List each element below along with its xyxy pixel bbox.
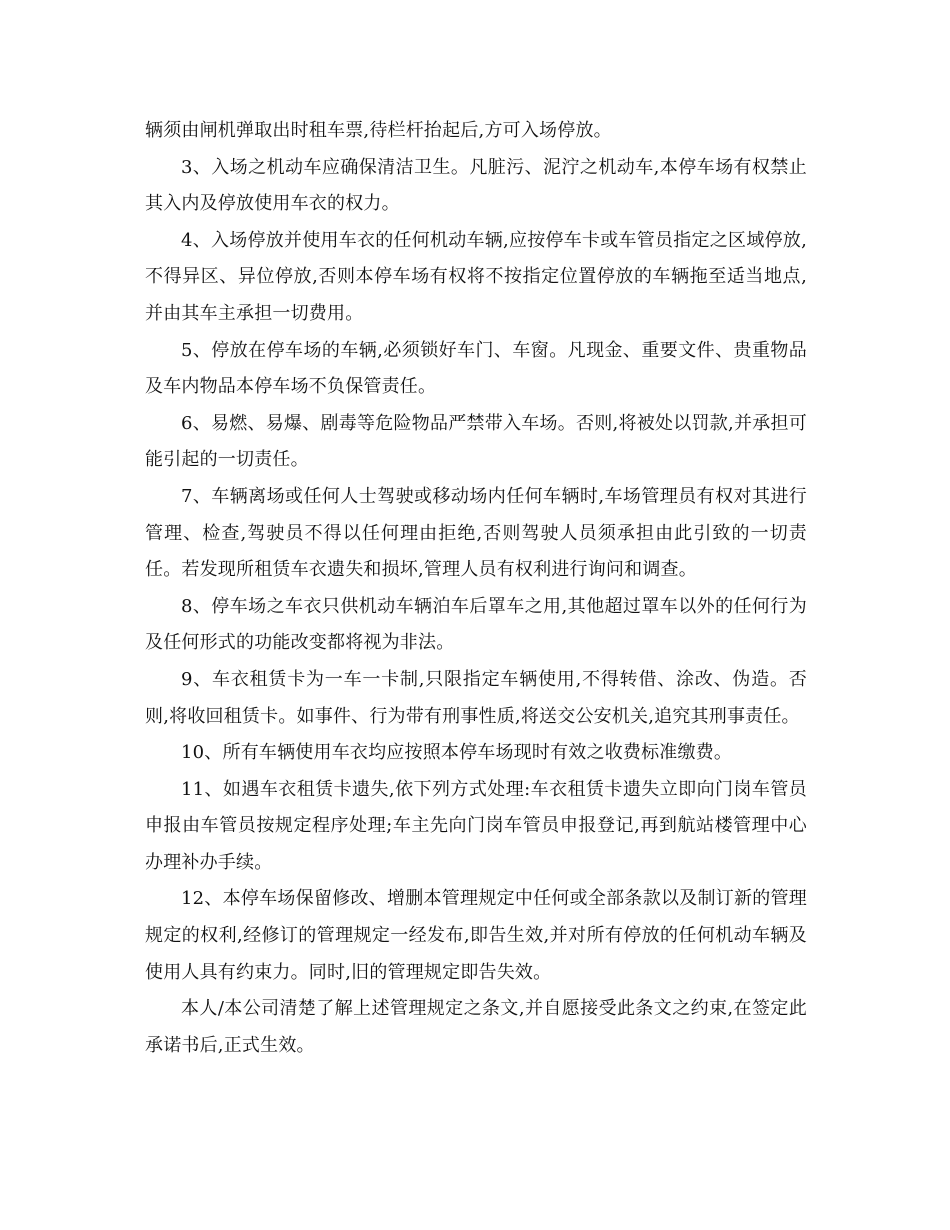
document-body — [145, 113, 807, 1064]
paragraph-clause-3: 3、入场之机动车应确保清洁卫生。凡脏污、泥泞之机动车,本停车场有权禁止其入内及停放使用车衣的权力。 — [145, 156, 807, 215]
paragraph-clause-6: 6、易燃、易爆、剧毒等危险物品严禁带入车场。否则,将被处以罚款,并承担可能引起的一切责任。 — [145, 412, 807, 471]
paragraph-clause-5: 5、停放在停车场的车辆,必须锁好车门、车窗。凡现金、重要文件、贵重物品及车内物品本停车场不负保管责任。 — [145, 339, 807, 398]
paragraph-clause-7: 7、车辆离场或任何人士驾驶或移动场内任何车辆时,车场管理员有权对其进行管理、检查,驾驶员不得以任何理由拒绝,否则驾驶人员须承担由此引致的一切责任。若发现所租赁车衣遗失和损坏,管理人员有权利进行询问和调查。 — [145, 485, 807, 581]
paragraph-clause-10: 10、所有车辆使用车衣均应按照本停车场现时有效之收费标准缴费。 — [181, 742, 733, 764]
paragraph-continuation: 辆须由闸机弹取出时租车票,待栏杆抬起后,方可入场停放。 — [145, 120, 612, 141]
paragraph-clause-9: 9、车衣租赁卡为一车一卡制,只限指定车辆使用,不得转借、涂改、伪造。否则,将收回租赁卡。如事件、行为带有刑事性质,将送交公安机关,追究其刑事责任。 — [145, 668, 807, 727]
paragraph-clause-4: 4、入场停放并使用车衣的任何机动车辆,应按停车卡或车管员指定之区域停放,不得异区、异位停放,否则本停车场有权将不按指定位置停放的车辆拖至适当地点,并由其车主承担一切费用。 — [145, 229, 807, 324]
paragraph-declaration: 本人/本公司清楚了解上述管理规定之条文,并自愿接受此条文之约束,在签定此承诺书后,正式生效。 — [145, 998, 807, 1056]
paragraph-clause-12: 12、本停车场保留修改、增删本管理规定中任何或全部条款以及制订新的管理规定的权利,经修订的管理规定一经发布,即告生效,并对所有停放的任何机动车辆及使用人具有约束力。同时,旧的管理规定即告失效。 — [145, 888, 807, 983]
paragraph-clause-11: 11、如遇车衣租赁卡遗失,依下列方式处理:车衣租赁卡遗失立即向门岗车管员申报由车管员按规定程序处理;车主先向门岗车管员申报登记,再到航站楼管理中心办理补办手续。 — [145, 778, 807, 873]
paragraph-clause-8: 8、停车场之车衣只供机动车辆泊车后罩车之用,其他超过罩车以外的任何行为及任何形式的功能改变都将视为非法。 — [145, 595, 807, 654]
